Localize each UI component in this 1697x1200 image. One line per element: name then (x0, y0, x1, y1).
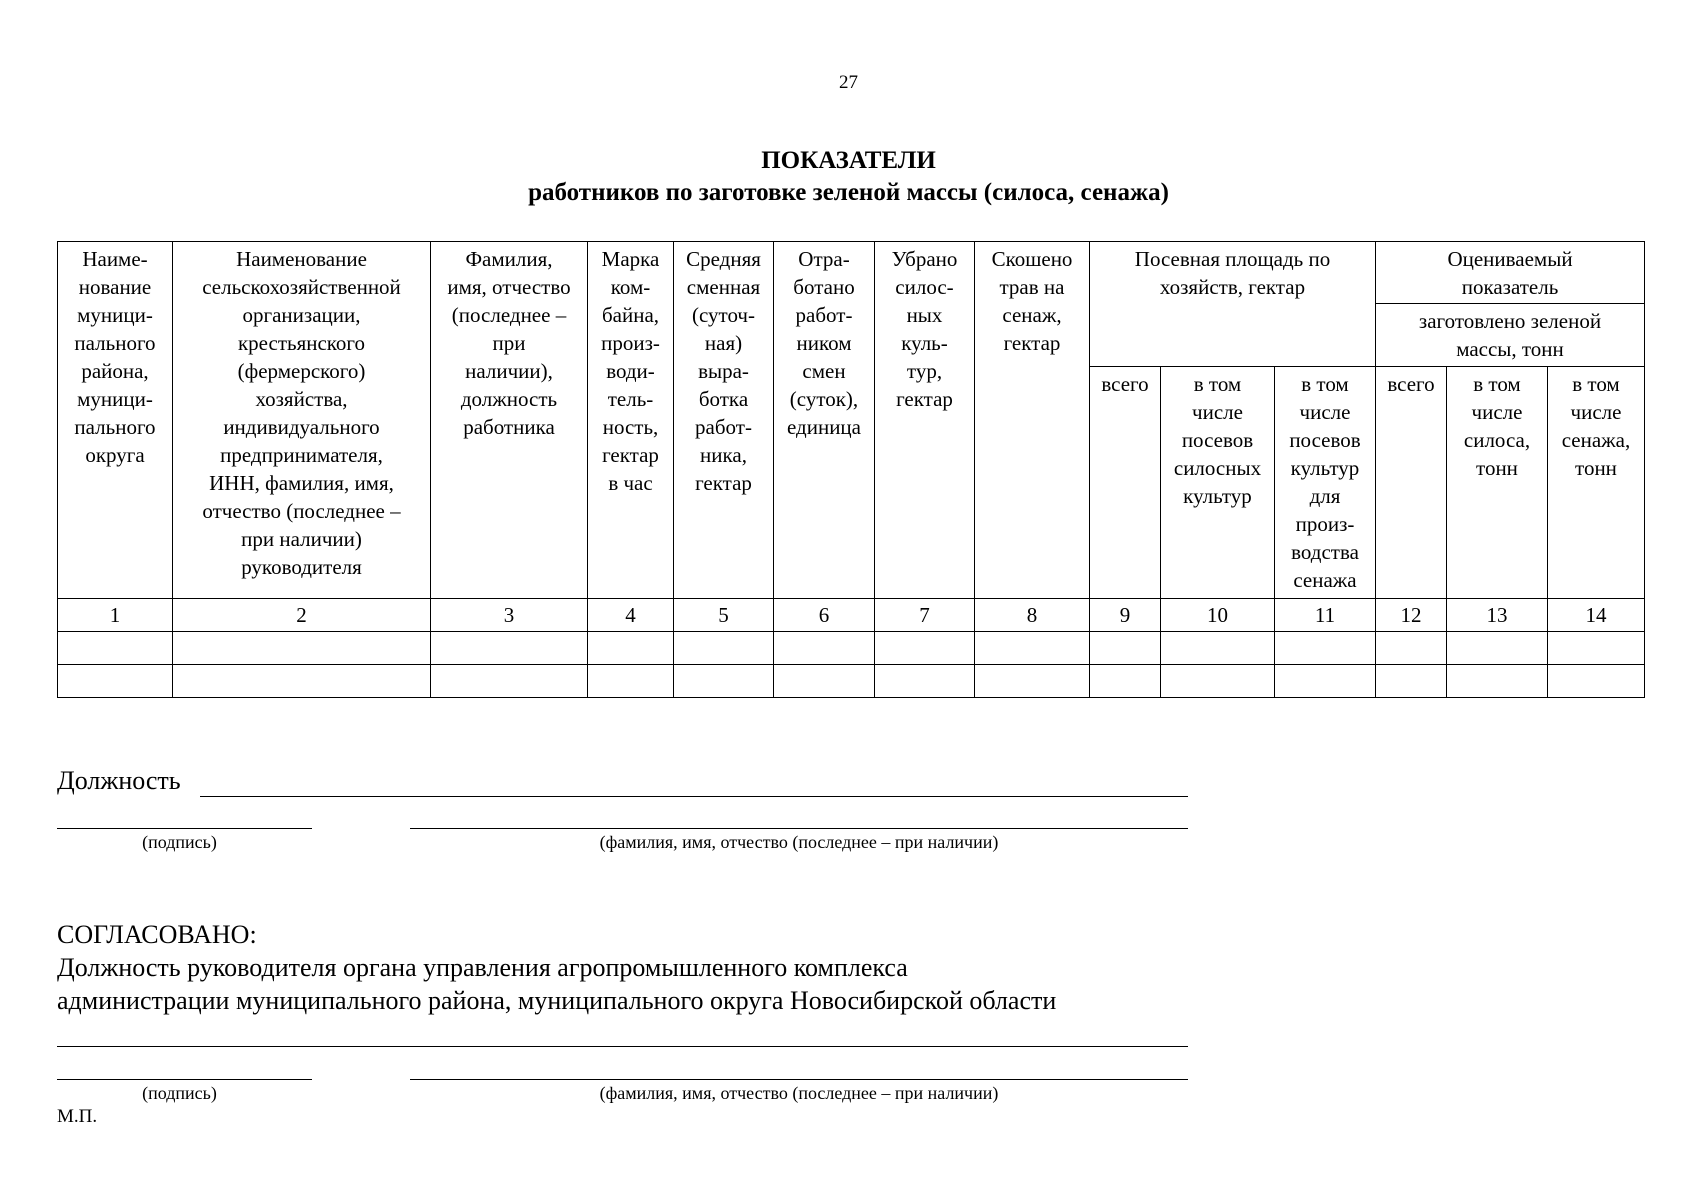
full-name-line[interactable] (410, 828, 1188, 829)
table-cell[interactable] (1090, 632, 1161, 665)
header-average-output: Средняя сменная (суточ- ная) выра- ботка работ- ника, гектар (674, 242, 774, 599)
approval-full-name-line[interactable] (410, 1079, 1188, 1080)
column-number: 12 (1376, 599, 1447, 632)
header-organization: Наименование сельскохозяйственной организации, крестьянского (фермерского) хозяйства, индивидуального предпринимателя, ИНН, фамилия, имя, отчество (последнее – при наличии) руководителя (173, 242, 431, 599)
table-cell[interactable] (173, 665, 431, 698)
header-harvested-silage: в том числе силоса, тонн (1447, 367, 1548, 599)
header-combine-brand: Марка ком- байна, произ- води- тель- ность, гектар в час (588, 242, 674, 599)
column-number-row (58, 599, 1645, 632)
stamp-label: М.П. (57, 1106, 98, 1127)
column-number: 1 (58, 599, 173, 632)
table-cell[interactable] (1161, 632, 1275, 665)
table-cell[interactable] (173, 632, 431, 665)
column-number: 13 (1447, 599, 1548, 632)
table-cell[interactable] (58, 632, 173, 665)
table-cell[interactable] (431, 665, 588, 698)
column-number: 6 (774, 599, 875, 632)
table-cell[interactable] (1447, 632, 1548, 665)
title-heading: ПОКАЗАТЕЛИ (761, 147, 936, 174)
full-name-caption: (фамилия, имя, отчество (последнее – при наличии) (599, 832, 999, 852)
header-shifts-worked: Отра- ботано работ- ником смен (суток), единица (774, 242, 875, 599)
column-number: 3 (431, 599, 588, 632)
signature-line[interactable] (57, 828, 312, 829)
table-cell[interactable] (674, 632, 774, 665)
page-number: 27 (839, 72, 858, 93)
title-subheading: работников по заготовке зеленой массы (силоса, сенажа) (528, 179, 1169, 206)
approval-heading: СОГЛАСОВАНО: (57, 920, 257, 949)
header-estimated-group: Оцениваемый показатель (1376, 242, 1645, 304)
position-label: Должность (57, 766, 181, 795)
column-number: 14 (1548, 599, 1645, 632)
table-cell[interactable] (1376, 632, 1447, 665)
table-cell[interactable] (875, 665, 975, 698)
column-number: 7 (875, 599, 975, 632)
table-cell[interactable] (875, 632, 975, 665)
table-cell[interactable] (1161, 665, 1275, 698)
column-number: 5 (674, 599, 774, 632)
table-cell[interactable] (1275, 632, 1376, 665)
table-cell[interactable] (588, 665, 674, 698)
approval-full-name-caption: (фамилия, имя, отчество (последнее – при наличии) (599, 1083, 999, 1103)
indicators-table (57, 241, 1645, 698)
table-cell[interactable] (588, 632, 674, 665)
signature-caption: (подпись) (142, 832, 217, 852)
approval-block (57, 918, 1257, 1017)
table-cell[interactable] (674, 665, 774, 698)
table-cell[interactable] (774, 665, 875, 698)
table-cell[interactable] (1090, 665, 1161, 698)
column-number: 10 (1161, 599, 1275, 632)
column-number: 9 (1090, 599, 1161, 632)
table-cell[interactable] (431, 632, 588, 665)
header-sown-silage: в том числе посевов силосных культур (1161, 367, 1275, 599)
header-grass-mowed: Скошено трав на сенаж, гектар (975, 242, 1090, 599)
header-silage-harvested: Убрано силос- ных куль- тур, гектар (875, 242, 975, 599)
header-harvested-haylage: в том числе сенажа, тонн (1548, 367, 1645, 599)
table-cell[interactable] (1275, 665, 1376, 698)
header-sown-area-group: Посевная площадь по хозяйств, гектар (1090, 242, 1376, 367)
table-cell[interactable] (975, 665, 1090, 698)
header-worker-name: Фамилия, имя, отчество (последнее – при наличии), должность работника (431, 242, 588, 599)
table-cell[interactable] (58, 665, 173, 698)
header-sown-haylage: в том числе посевов культур для произ- водства сенажа (1275, 367, 1376, 599)
document-title (0, 145, 1697, 209)
table-cell[interactable] (1548, 665, 1645, 698)
position-input-line[interactable] (200, 796, 1188, 797)
header-municipality: Наиме- нование муници- пального района, муници- пального округа (58, 242, 173, 599)
header-sown-total: всего (1090, 367, 1161, 599)
table-cell[interactable] (1447, 665, 1548, 698)
column-number: 4 (588, 599, 674, 632)
table-cell[interactable] (774, 632, 875, 665)
approval-signature-line[interactable] (57, 1079, 312, 1080)
header-harvested-group: заготовлено зеленой массы, тонн (1376, 304, 1645, 367)
approval-position-line2: администрации муниципального района, муниципального округа Новосибирской области (57, 986, 1057, 1015)
table-cell[interactable] (1548, 632, 1645, 665)
column-number: 8 (975, 599, 1090, 632)
table-cell[interactable] (1376, 665, 1447, 698)
column-number: 2 (173, 599, 431, 632)
approval-position-line[interactable] (57, 1046, 1188, 1047)
table-row (58, 665, 1645, 698)
column-number: 11 (1275, 599, 1376, 632)
table-cell[interactable] (975, 632, 1090, 665)
approval-signature-caption: (подпись) (142, 1083, 217, 1103)
table-row (58, 632, 1645, 665)
approval-position-line1: Должность руководителя органа управления агропромышленного комплекса (57, 953, 908, 982)
header-harvested-total: всего (1376, 367, 1447, 599)
